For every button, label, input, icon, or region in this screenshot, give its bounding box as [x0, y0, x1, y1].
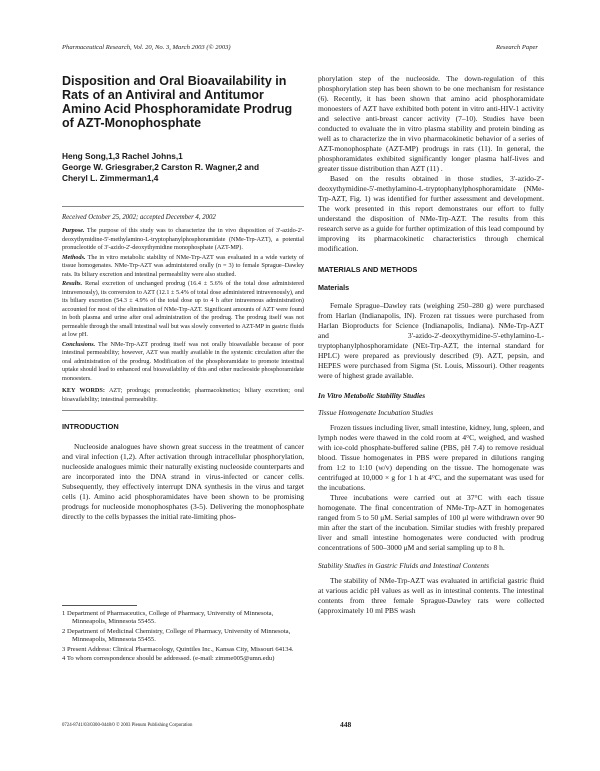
methods-label: Methods. — [62, 253, 86, 261]
results-text: Renal excretion of unchanged prodrug (16.4 ± 5.6% of the total dose administered intravenously), its conversion to AZT (12.1 ± 5.4% of total dose administered intravenously), and its biliary excretion (54.3 ± 4.9% of the total dose up to 4 h after intravenous administration) accounted for most of the elimination of NMe-Trp-AZT. Significant amounts of AZT were found in both plasma and urine after oral administration of the prodrug. The prodrug itself was not permeable through the small intestinal wall but was slowly converted to AZT-MP in gastric fluids at low pH. — [62, 280, 304, 338]
materials-paragraph: Female Sprague–Dawley rats (weighing 250–280 g) were purchased from Harlan (Indianapolis, IN). Frozen rat tissues were purchased from Harlan Bioproducts for Science (Indianapolis, Indiana). NMe-Trp-AZT and 3'-azido-2'-deoxythymidine-5'-ethylamino-L-tryptophanylphosphoramidate (NEt-Trp-AZT, the internal standard for HPLC) were prepared as previously described (9). AZT, pepsin, and HEPES were purchased from Sigma (St. Louis, Missouri). Other reagents were of highest grade available. — [318, 301, 544, 380]
page-number: 448 — [340, 720, 352, 729]
abstract-divider — [62, 410, 304, 411]
results-label: Results. — [62, 280, 83, 287]
gastric-stability-paragraph: The stability of NMe-Trp-AZT was evaluated in artificial gastric fluid at various acidic pH values as well as in intestinal contents. The intestinal contents from three female Sprague-Dawley rats were collected (approximately 10 ml PBS wash — [318, 576, 544, 615]
introduction-paragraph-2: Based on the results obtained in those studies, 3'-azido-2'-deoxythymidine-5'-methylamino-L-tryptophanylphosphoramidate (NMe-Trp-AZT, Fig. 1) was identified for further assessment and development. The work presented in this report demonstrates our effort to fully understand the disposition of NMe-Trp-AZT. The results from this research serve as a guide for further optimization of this lead compound by improving its pharmacokinetic characteristics through chemical modification. — [318, 174, 544, 253]
keywords — [62, 387, 304, 404]
introduction-continued: phorylation step of the nucleoside. The down-regulation of this phosphorylation step has been shown to be one mechanism for resistance (6). Recently, it has been shown that amino acid phosphoramidate monoesters of AZT have exhibited both potent in vitro anti-HIV-1 activity and selective anti-breast cancer activity (7–10). Studies have been conducted to evaluate the in vitro plasma stability and protein binding as well as to characterize the in vivo pharmacokinetic behavior of a series of AZT-monophosphate (AZT-MP) prodrugs in rats (11). In general, the phosphoramidates exhibited significantly longer plasma half-lives and greater tissue distribution than AZT (11) . — [318, 74, 544, 173]
abstract-purpose — [62, 227, 304, 253]
keywords-text: AZT; prodrugs; pronucleotide; pharmacokinetics; biliary excretion; oral bioavailability; intestinal permeability. — [62, 387, 304, 403]
abstract-methods — [62, 254, 304, 280]
purpose-text: The purpose of this study was to characterize the in vivo disposition of 3'-azido-2'-deoxythymidine-5'-methylamino-L-tryptophanylphosphoramidate (NMe-Trp-AZT), a potential pronucleotide of 3'-azido-2'-deoxythymidine monophosphate (AZT-MP). — [62, 227, 305, 251]
author-line-2: George W. Griesgraber,2 Carston R. Wagner,2 and — [62, 162, 260, 172]
in-vitro-stability-subheading: In Vitro Metabolic Stability Studies — [318, 391, 426, 400]
conclusions-text: The NMe-Trp-AZT prodrug itself was not orally bioavailable because of poor intestinal permeability; however, AZT was readily available in the systemic circulation after the oral administration of the prodrug. Modification of the phosphoramidate to promote intestinal uptake should lead to enhanced oral bioavailability of this and other nucleoside phosphoramidate monoesters. — [62, 340, 304, 382]
introduction-paragraph: Nucleoside analogues have shown great success in the treatment of cancer and viral infection (1,2). After activation through intracellular phosphorylation, nucleoside analogues mimic their naturally existing nucleoside counterparts and are incorporated into the DNA strand in virus-infected or cancer cells. Subsequently, they effectively interrupt DNA synthesis in the virus and target cells (1). Amino acid phosphoramidates have been shown to be promising prodrugs for nucleoside monophosphates (3-5). Delivering the monophosphate directly to the cells bypasses the initial rate-limiting phos- — [62, 442, 304, 521]
abstract — [62, 227, 304, 383]
tissue-incubation-subheading: Tissue Homogenate Incubation Studies — [318, 408, 434, 417]
footnotes — [62, 605, 304, 664]
footnote-2: 2 Department of Medicinal Chemistry, College of Pharmacy, University of Minnesota, Minneapolis, Minnesota 55455. — [62, 627, 291, 644]
running-header-type: Research Paper — [495, 44, 538, 51]
author-list — [62, 151, 304, 184]
purpose-label: Purpose. — [62, 227, 85, 234]
footnote-4: 4 To whom correspondence should be addressed. (e-mail: zimme005@umn.edu) — [62, 655, 275, 663]
received-dates: Received October 25, 2002; accepted December 4, 2002 — [62, 206, 304, 222]
introduction-heading: INTRODUCTION — [62, 422, 119, 431]
right-column — [318, 74, 544, 616]
abstract-results — [62, 280, 304, 340]
author-line-3: Cheryl L. Zimmerman1,4 — [62, 173, 159, 183]
keywords-label: KEY WORDS: — [62, 387, 105, 394]
left-column — [62, 74, 304, 522]
tissue-paragraph-1: Frozen tissues including liver, small intestine, kidney, lung, spleen, and lymph nodes were thawed in the cold room at 4°C, weighed, and washed with ice-cold phosphate-buffered saline (PBS, pH 7.4) to remove residual blood. Tissue homogenates in PBS were prepared in dilutions ranging from 1:2 to 1:10 (w/v) depending on the tissue. The homogenate was centrifuged at 10,000 × g for 1 h at 4°C, and the supernatant was used for the incubations. — [318, 423, 544, 492]
gastric-stability-subheading: Stability Studies in Gastric Fluids and Intestinal Contents — [318, 561, 490, 570]
article-title: Disposition and Oral Bioavailability in Rats of an Antiviral and Antitumor Amino Acid Phosphoramidate Prodrug of AZT-Monophosphate — [62, 74, 293, 130]
materials-subheading: Materials — [318, 283, 350, 292]
materials-methods-heading: MATERIALS AND METHODS — [318, 265, 418, 274]
author-line-1: Heng Song,1,3 Rachel Johns,1 — [62, 151, 183, 161]
tissue-paragraph-2: Three incubations were carried out at 37°C with each tissue homogenate. The final concentration of NMe-Trp-AZT in homogenates ranged from 5 to 50 μM. Serial samples of 100 μl were withdrawn over 90 min after the start of the incubation. Similar studies with freshly prepared liver and small intestine homogenates were conducted with prodrug concentrations of 500–3000 μM and serial sampling up to 8 h. — [318, 493, 544, 552]
footnote-1: 1 Department of Pharmaceutics, College of Pharmacy, University of Minnesota, Minneapolis, Minnesota 55455. — [62, 610, 274, 626]
abstract-conclusions — [62, 341, 304, 384]
footnote-divider — [62, 605, 137, 606]
methods-text: The in vitro metabolic stability of NMe-Trp-AZT was evaluated in a wide variety of tissue homogenates. NMe-Trp-AZT was administered orally (n = 3) to female Sprague–Dawley rats. Its biliary excretion and intestinal permeability were also studied. — [62, 253, 304, 278]
footnote-3: 3 Present Address: Clinical Pharmacology, Quintiles Inc., Kansas City, Missouri 64134. — [62, 645, 294, 653]
publisher-code: 0724-8741/03/0300-0448/0 © 2003 Plenum Publishing Corporation — [62, 723, 193, 728]
conclusions-label: Conclusions. — [62, 340, 96, 348]
running-header-journal: Pharmaceutical Research, Vol. 20, No. 3, March 2003 (© 2003) — [62, 44, 231, 51]
